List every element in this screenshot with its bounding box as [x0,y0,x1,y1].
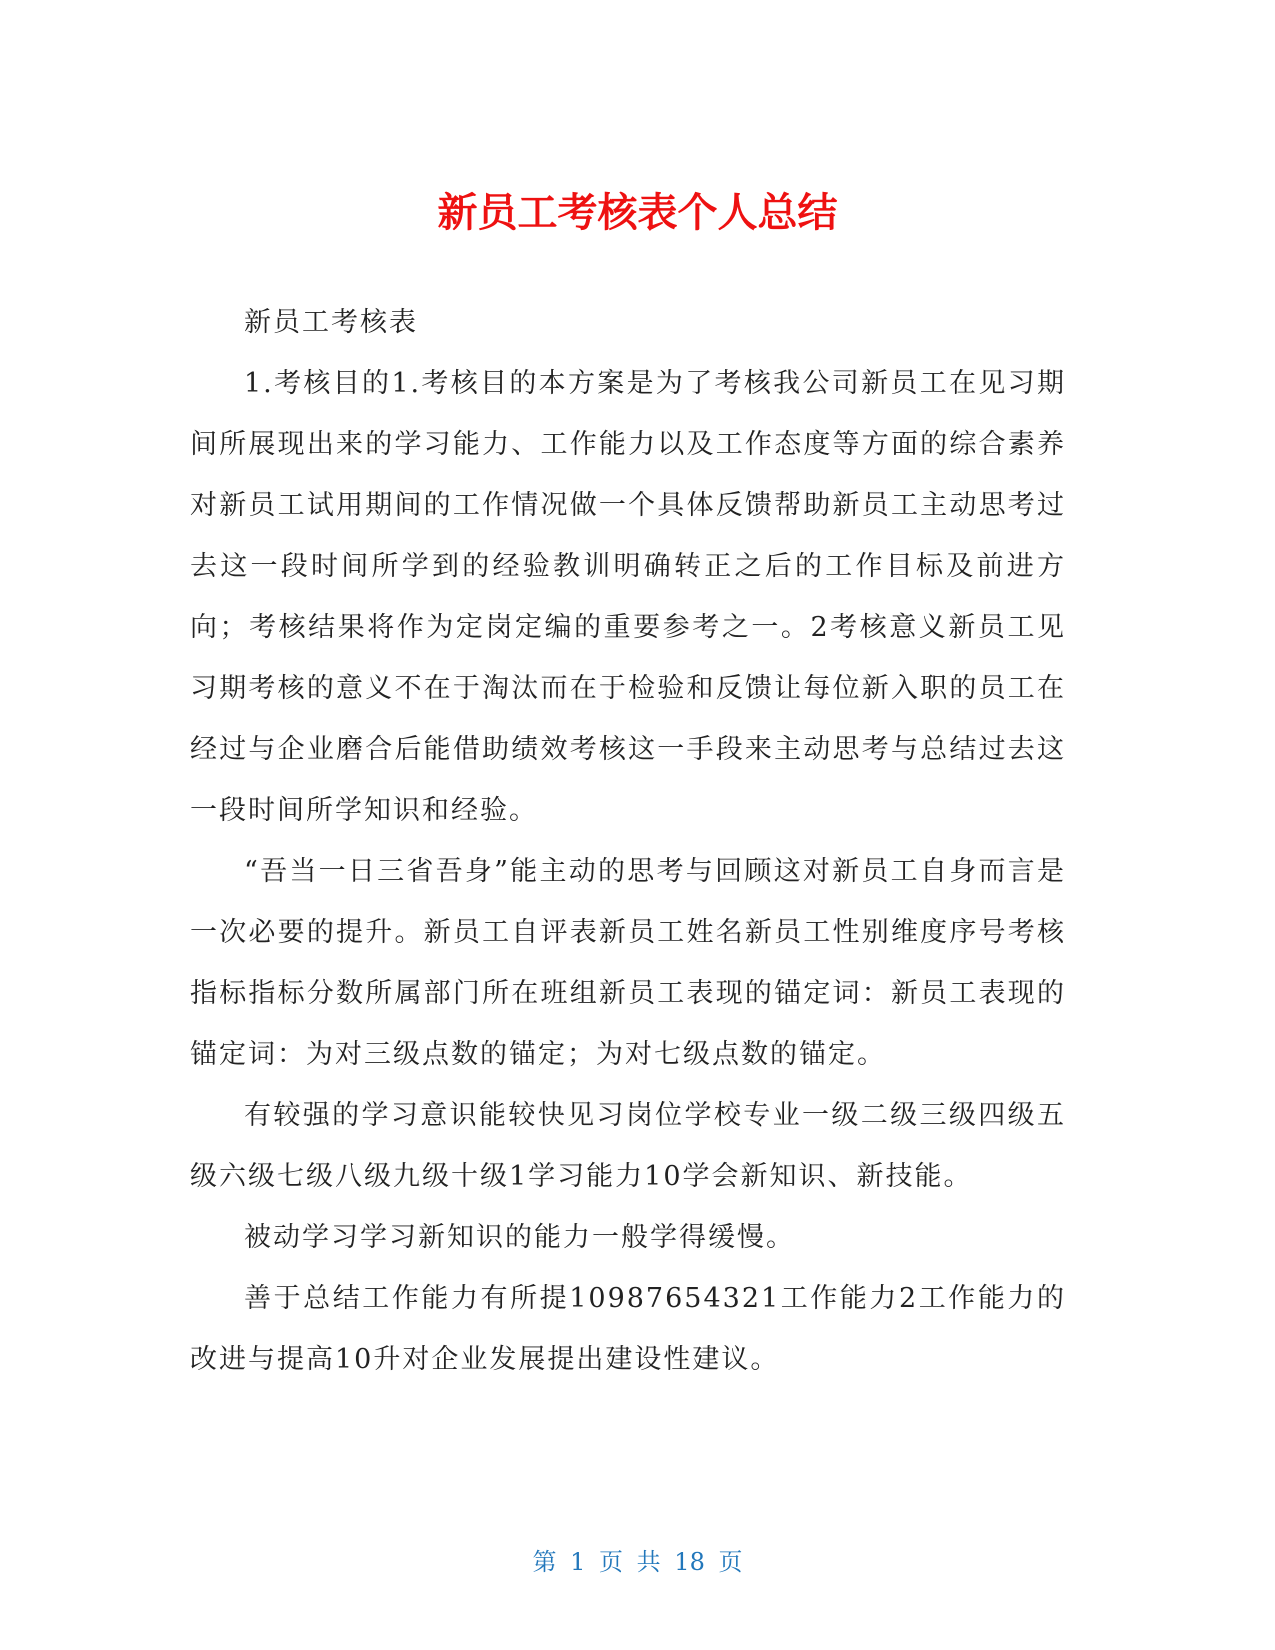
paragraph-learning-ability: 有较强的学习意识能较快见习岗位学校专业一级二级三级四级五级六级七级八级九级十级1学习能力10学会新知识、新技能。 [190,1100,1066,1192]
paragraph-self-review: “吾当一日三省吾身”能主动的思考与回顾这对新员工自身而言是一次必要的提升。新员工自评表新员工姓名新员工性别维度序号考核指标指标分数所属部门所在班组新员工表现的锚定词：新员工表现的锚定词：为对三级点数的锚定；为对七级点数的锚定。 [190,856,1066,1070]
page-number-footer: 第 1 页 共 18 页 [532,1548,743,1576]
document-title: 新员工考核表个人总结 [437,189,838,236]
document-body [190,292,1066,1390]
paragraph-purpose: 1.考核目的1.考核目的本方案是为了考核我公司新员工在见习期间所展现出来的学习能力、工作能力以及工作态度等方面的综合素养对新员工试用期间的工作情况做一个具体反馈帮助新员工主动思考过去这一段时间所学到的经验教训明确转正之后的工作目标及前进方向；考核结果将作为定岗定编的重要参考之一。2考核意义新员工见习期考核的意义不在于淘汰而在于检验和反馈让每位新入职的员工在经过与企业磨合后能借助绩效考核这一手段来主动思考与总结过去这一段时间所学知识和经验。 [190,368,1066,826]
paragraph-work-ability: 善于总结工作能力有所提10987654321工作能力2工作能力的改进与提高10升对企业发展提出建设性建议。 [190,1283,1066,1375]
paragraph-heading: 新员工考核表 [244,307,418,338]
paragraph-passive-learning: 被动学习学习新知识的能力一般学得缓慢。 [244,1222,795,1253]
